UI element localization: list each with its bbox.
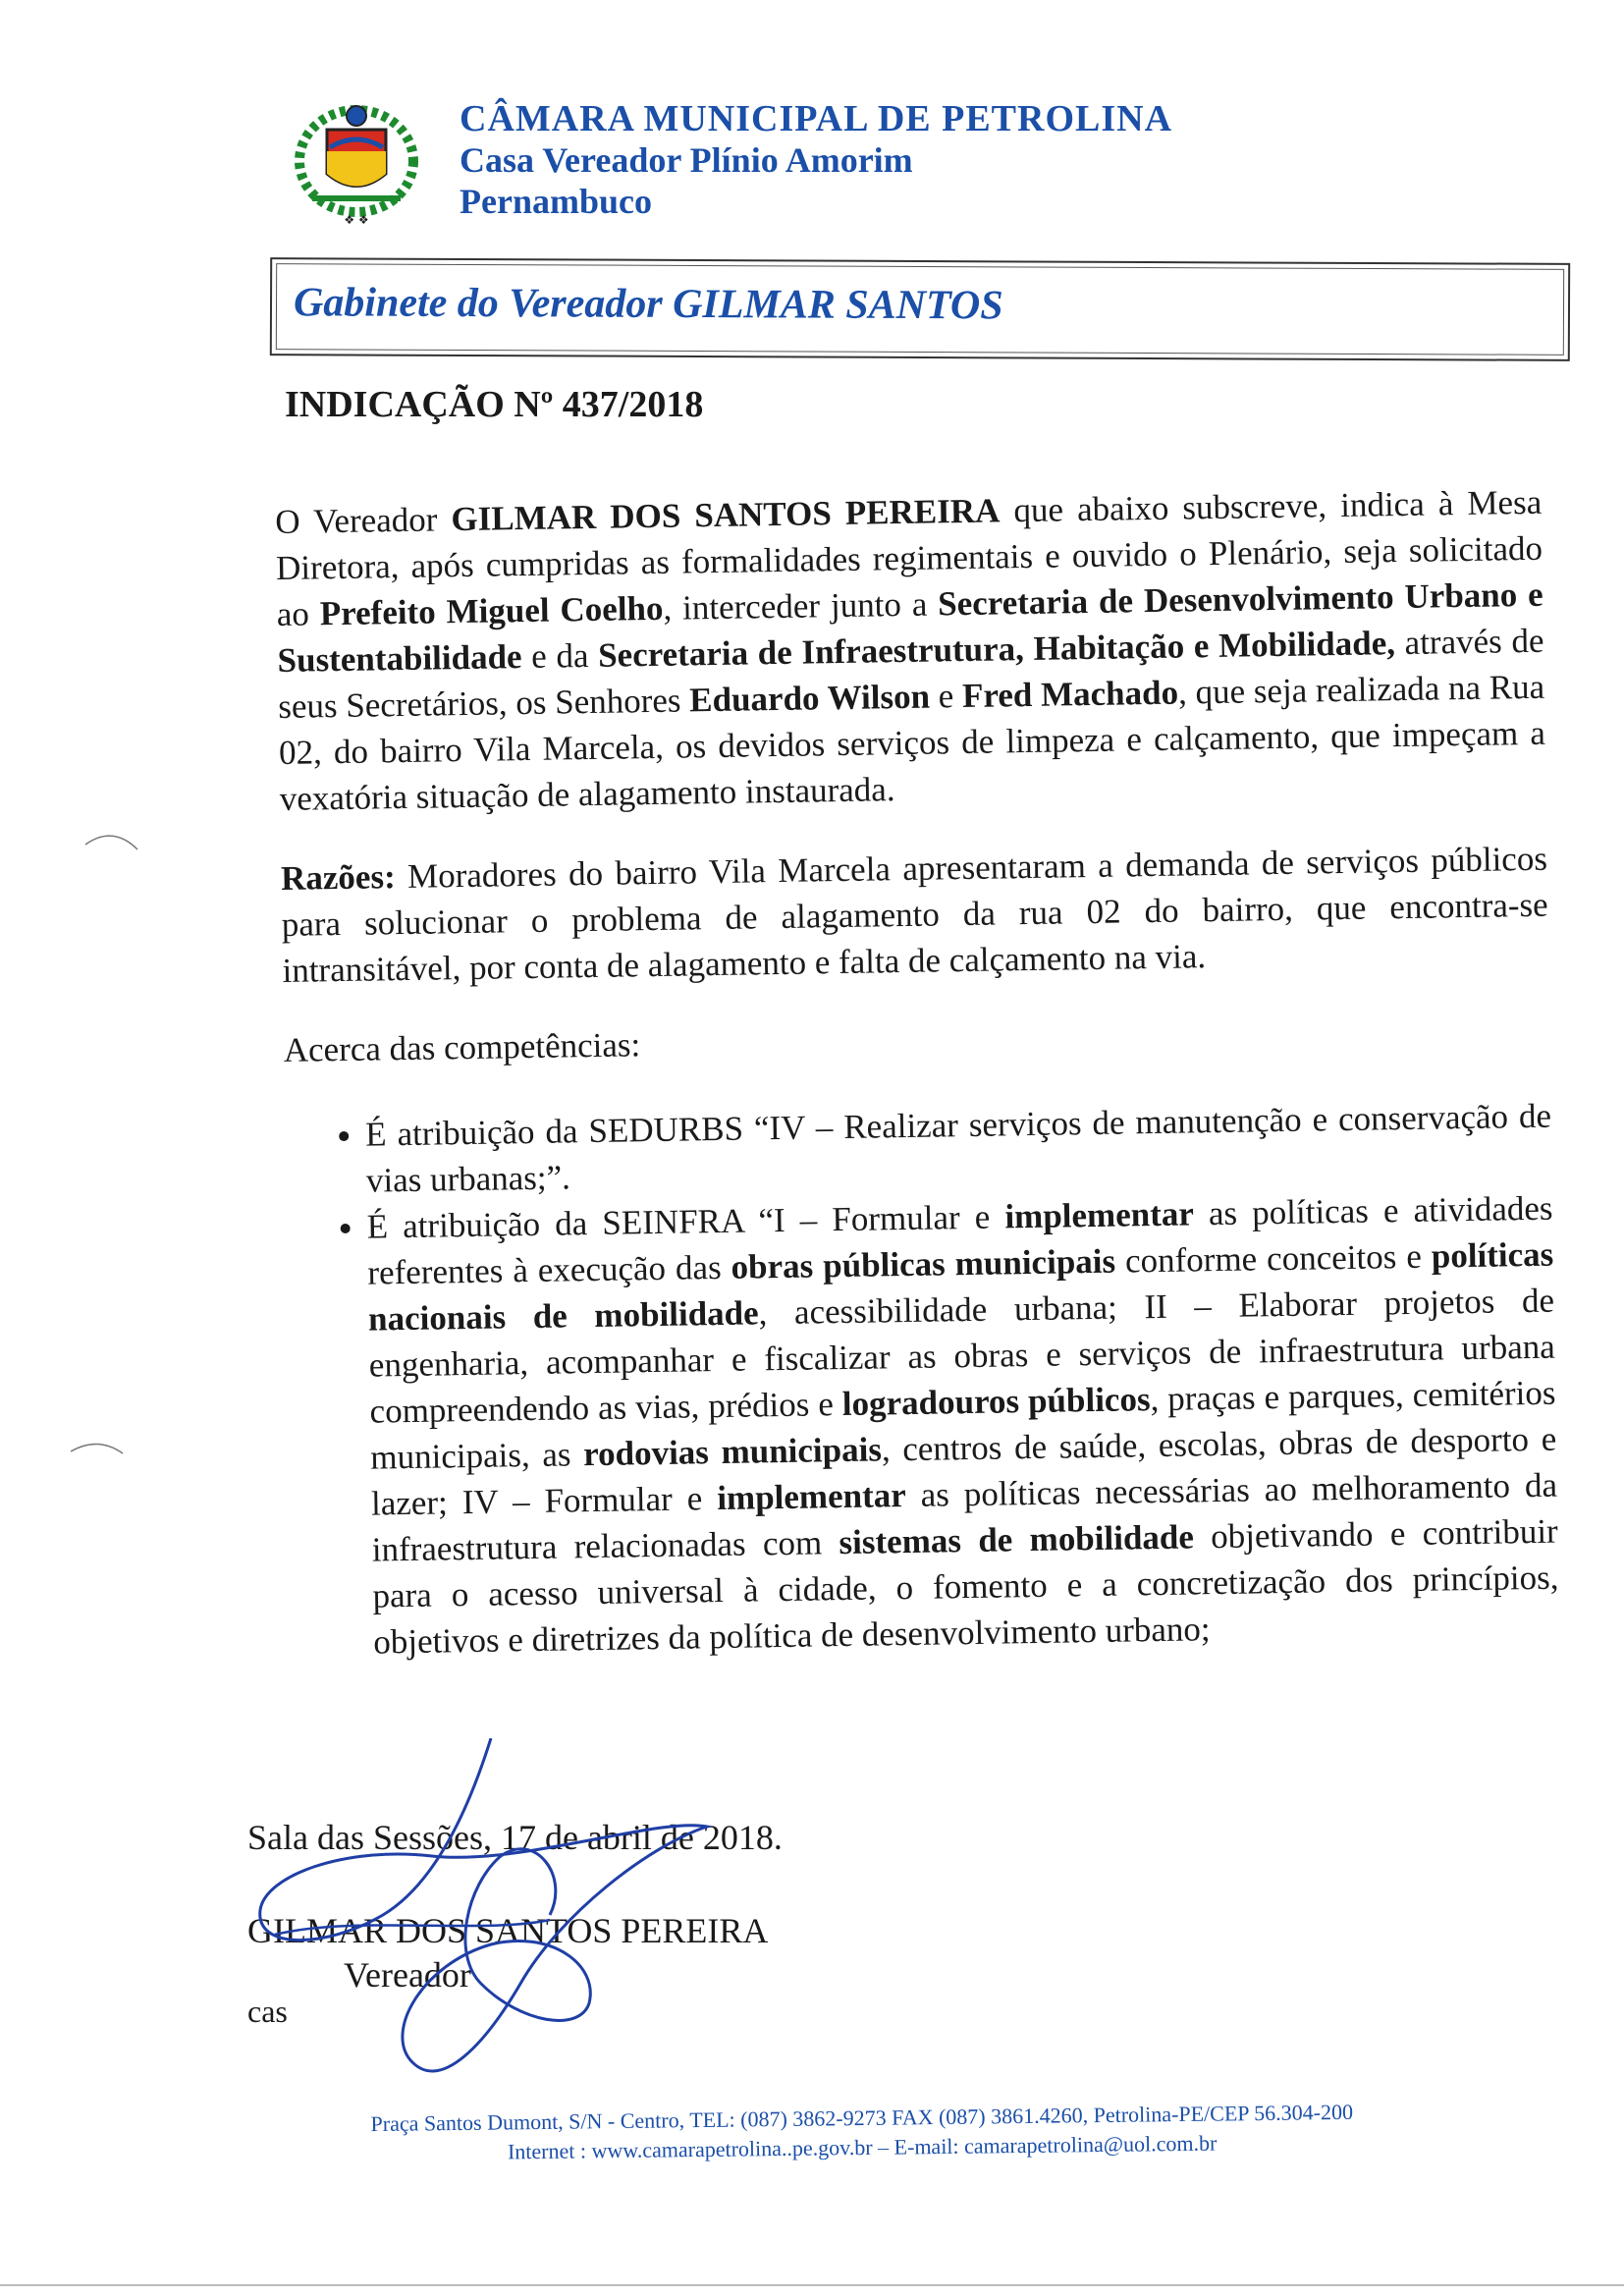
text-run: O Vereador bbox=[275, 500, 452, 541]
reasons-label: Razões: bbox=[280, 857, 396, 898]
cabinet-box bbox=[270, 257, 1570, 361]
scan-mark bbox=[83, 825, 142, 874]
typist-initials: cas bbox=[247, 1994, 288, 2029]
scan-edge-line bbox=[0, 2284, 1624, 2286]
bold-run: sistemas de mobilidade bbox=[839, 1517, 1195, 1562]
text-run: as políticas e atividades referentes à execução das bbox=[367, 1188, 1553, 1292]
reasons-paragraph bbox=[281, 836, 1549, 994]
bold-run: implementar bbox=[1004, 1194, 1195, 1236]
coat-of-arms-logo bbox=[283, 90, 430, 228]
text-run: que abaixo subscreve, indica à Mesa Diretora, após cumpridas as formalidades regimentais e ouvido o Plenário, seja solicitado ao bbox=[275, 482, 1543, 633]
chamber-title: CÂMARA MUNICIPAL DE PETROLINA bbox=[460, 98, 1173, 139]
handwritten-signature bbox=[236, 1738, 746, 2111]
document-body bbox=[275, 479, 1560, 1667]
list-item bbox=[366, 1185, 1559, 1666]
place-date: Sala das Sessões, 17 de abril de 2018. bbox=[247, 1818, 783, 1857]
svg-text:❖ ❖: ❖ ❖ bbox=[344, 213, 369, 227]
bold-run: políticas nacionais de mobilidade bbox=[367, 1234, 1554, 1339]
text-run: , praças e parques, cemitérios municipais, as bbox=[370, 1373, 1556, 1477]
text-run: as políticas necessárias ao melhoramento da infraestrutura relacionadas com bbox=[371, 1465, 1558, 1569]
scan-mark bbox=[69, 1434, 128, 1473]
footer-internet: Internet : www.camarapetrolina..pe.gov.br – E-mail: camarapetrolina@uol.com.br bbox=[507, 2130, 1218, 2164]
text-run: através de seus Secretários, os Senhores bbox=[278, 621, 1544, 726]
footer-address: Praça Santos Dumont, S/N - Centro, TEL: (087) 3862-9273 FAX (087) 3861.4260, Petrolina-PE/CEP 56.304-200 bbox=[370, 2099, 1354, 2137]
text-run: e bbox=[929, 677, 963, 716]
state-name: Pernambuco bbox=[460, 182, 652, 221]
bold-run: rodovias municipais bbox=[582, 1430, 883, 1474]
header-block bbox=[460, 98, 1172, 222]
signer-role: Vereador bbox=[344, 1955, 471, 1995]
bold-run: logradouros públicos bbox=[841, 1380, 1151, 1424]
text-run: É atribuição da SEDURBS “IV – Realizar serviços de manutenção e conservação de vias urbanas;”. bbox=[364, 1096, 1552, 1200]
text-run: , que seja realizada na Rua 02, do bairro Vila Marcela, os devidos serviços de limpeza e calçamento, que impeçam a vexatória situação de alagamento instaurada. bbox=[278, 667, 1546, 818]
main-paragraph bbox=[275, 479, 1546, 822]
text-run: conforme conceitos e bbox=[1114, 1236, 1433, 1281]
text-run: , centros de saúde, escolas, obras de desporto e lazer; IV – Formular e bbox=[370, 1419, 1557, 1523]
secretary-2: Fred Machado bbox=[961, 673, 1179, 716]
secretariat-2: Secretaria de Infraestrutura, Habitação e Mobilidade, bbox=[597, 624, 1396, 675]
signer-name: GILMAR DOS SANTOS PEREIRA bbox=[247, 1911, 769, 1950]
bold-run: obras públicas municipais bbox=[731, 1241, 1116, 1286]
secretary-1: Eduardo Wilson bbox=[688, 677, 931, 720]
text-run: objetivando e contribuir para o acesso universal à cidade, o fomento e a concretização dos princípios, objetivos e diretrizes da política de desenvolvimento urbano; bbox=[372, 1511, 1559, 1662]
text-run: É atribuição da SEINFRA “I – Formular e bbox=[366, 1197, 1005, 1246]
house-subtitle: Casa Vereador Plínio Amorim bbox=[460, 140, 913, 180]
text-run: , acessibilidade urbana; II – Elaborar projetos de engenharia, acompanhar e fiscalizar as obras e serviços de infraestrutura urbana compreendendo as vias, prédios e bbox=[368, 1281, 1556, 1431]
text-run: , interceder junto a bbox=[663, 584, 939, 628]
cabinet-title: Gabinete do Vereador GILMAR SANTOS bbox=[293, 280, 1003, 329]
reasons-text: Moradores do bairro Vila Marcela apresentaram a demanda de serviços públicos para solucionar o problema de alagamento da rua 02 do bairro, que encontra-se intransitável, por conta de alagamento e falta de calçamento na via. bbox=[281, 839, 1548, 990]
bold-run: implementar bbox=[716, 1476, 907, 1518]
competencies-intro: Acerca das competências: bbox=[283, 1025, 641, 1069]
competencies-list bbox=[285, 1093, 1560, 1667]
councillor-name: GILMAR DOS SANTOS PEREIRA bbox=[451, 491, 1001, 539]
indication-number: INDICAÇÃO Nº 437/2018 bbox=[285, 384, 704, 425]
mayor-name: Prefeito Miguel Coelho bbox=[319, 588, 664, 633]
text-run: e da bbox=[521, 635, 599, 677]
secretariat-1: Secretaria de Desenvolvimento Urbano e Sustentabilidade bbox=[277, 574, 1543, 680]
